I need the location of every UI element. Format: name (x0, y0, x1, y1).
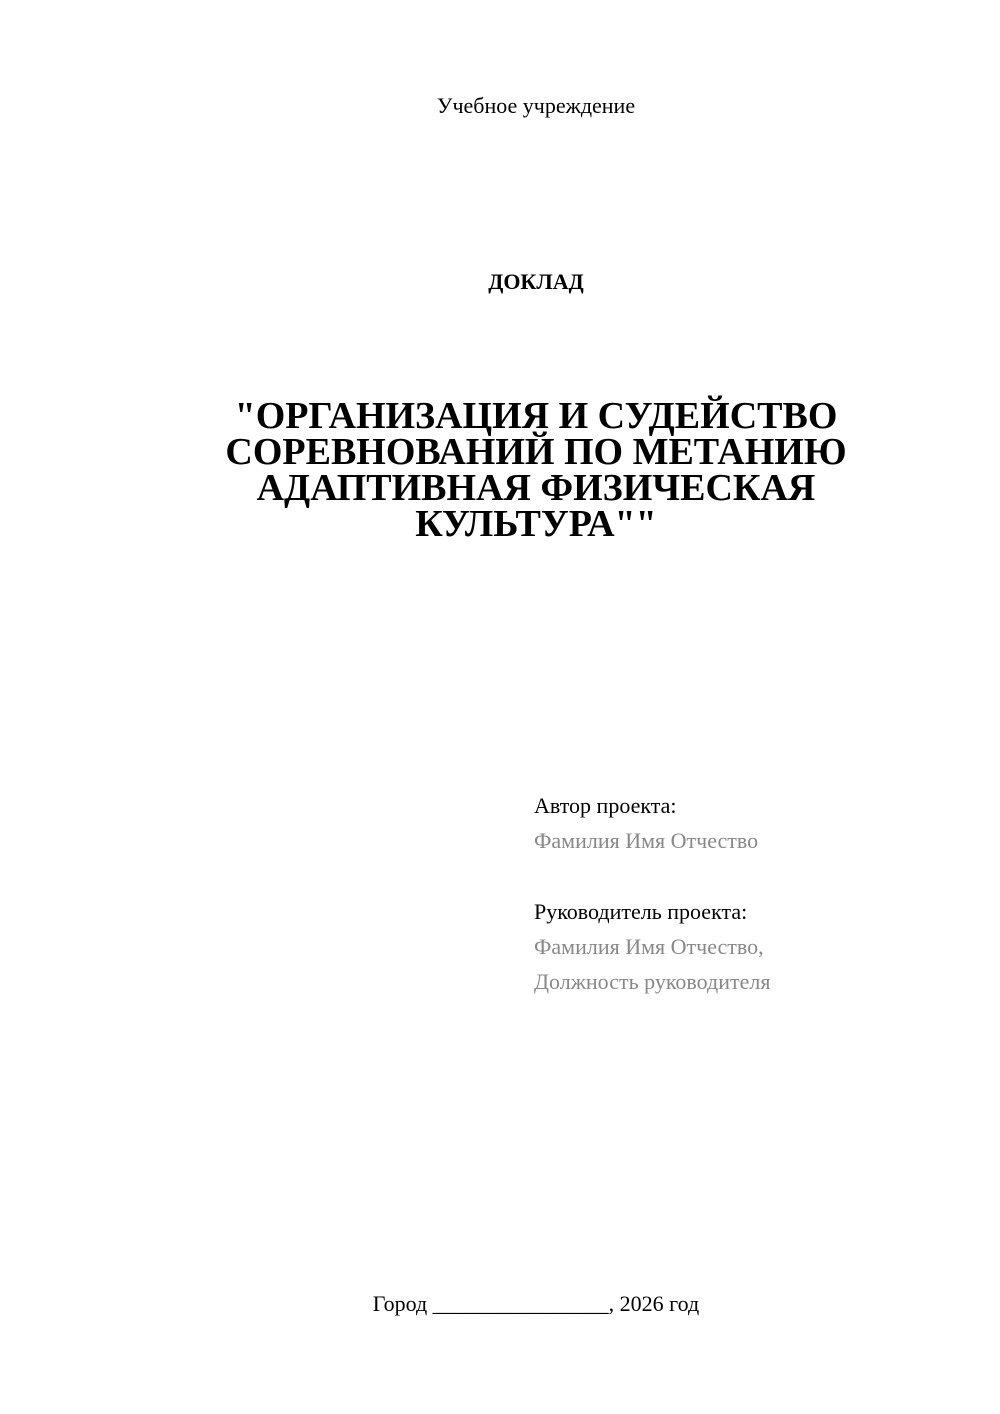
supervisor-label: Руководитель проекта: (534, 899, 748, 924)
title-line-4: КУЛЬТУРА"" (415, 503, 657, 545)
title-line-3: АДАПТИВНАЯ ФИЗИЧЕСКАЯ (256, 467, 816, 509)
city-year-line: Город ________________, 2026 год (372, 1291, 700, 1316)
authors-block (534, 788, 974, 999)
title-line-2: СОРЕВНОВАНИЙ ПО МЕТАНИЮ (225, 431, 847, 473)
document-title (200, 395, 872, 545)
title-line-1: "ОРГАНИЗАЦИЯ И СУДЕЙСТВО (234, 395, 838, 437)
supervisor-position: Должность руководителя (534, 969, 771, 994)
supervisor-name: Фамилия Имя Отчество, (534, 934, 764, 959)
spacer (534, 858, 974, 894)
author-name: Фамилия Имя Отчество (534, 828, 759, 853)
institution-name: Учебное учреждение (436, 93, 636, 118)
document-type: ДОКЛАД (488, 269, 584, 294)
author-label: Автор проекта: (534, 793, 677, 818)
